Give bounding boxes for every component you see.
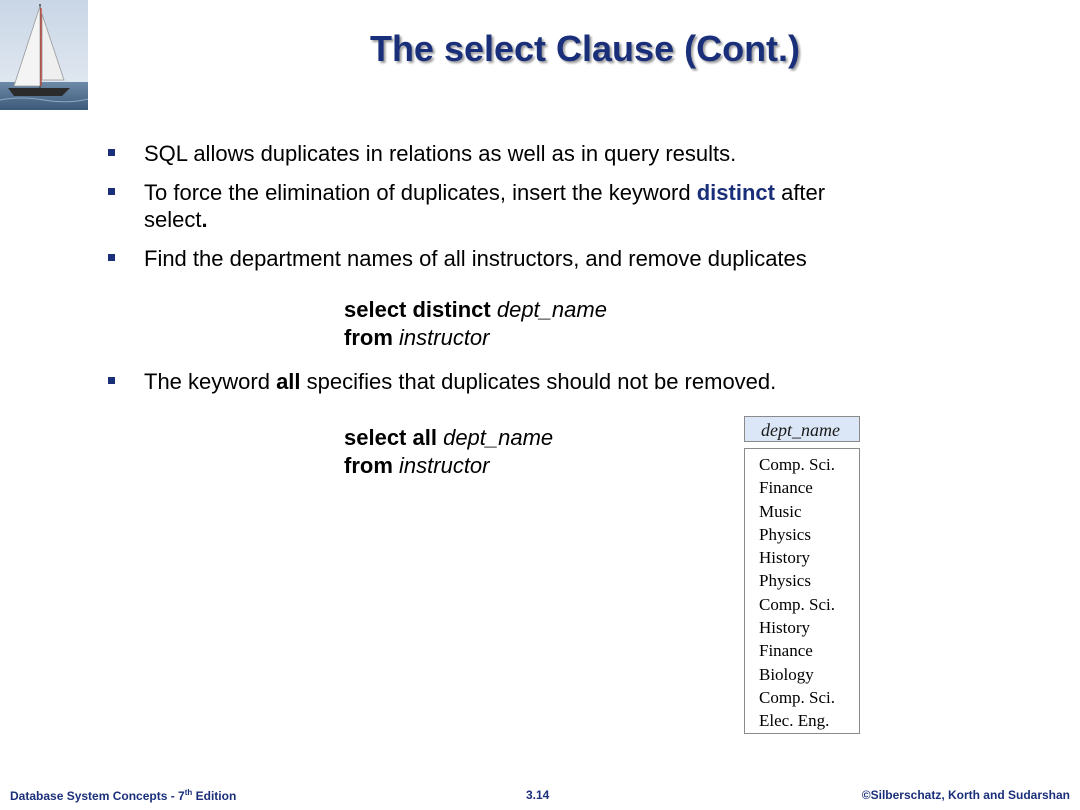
sql-keyword: select distinct	[344, 297, 491, 322]
bullet-list	[108, 368, 988, 395]
query-line	[344, 452, 553, 480]
square-bullet-icon	[108, 377, 115, 384]
relation-row: Physics	[759, 524, 811, 544]
sql-attribute: dept_name	[443, 425, 554, 450]
footer-copyright: ©Silberschatz, Korth and Sudarshan	[861, 788, 1070, 802]
relation-row: History	[759, 618, 810, 638]
bullet-text: The keyword	[144, 369, 277, 394]
sql-attribute: dept_name	[496, 297, 607, 322]
sql-keyword: select all	[344, 425, 437, 450]
bullet-text: SQL allows duplicates in relations as well as in query results.	[144, 141, 737, 166]
query-line	[344, 424, 553, 452]
bullet-text: specifies that duplicates should not be removed.	[300, 369, 777, 394]
sailboat-logo-icon	[0, 0, 88, 110]
relation-header: dept_name	[744, 416, 860, 442]
keyword-distinct: distinct	[696, 180, 775, 205]
square-bullet-icon	[108, 254, 115, 261]
relation-row: Comp. Sci.	[759, 455, 836, 474]
bullet-item	[108, 368, 988, 395]
bullet-text: To force the elimination of duplicates, insert the keyword	[144, 180, 697, 205]
bullet-item	[108, 179, 988, 233]
bullet-list	[108, 140, 988, 272]
query-line	[344, 296, 607, 324]
relation-row: Biology	[759, 664, 814, 684]
bullet-item	[108, 245, 988, 272]
relation-row: Finance	[759, 478, 813, 498]
sql-keyword: from	[344, 325, 393, 350]
bullet-text: after	[774, 180, 826, 205]
footer-slide-number: 3.14	[526, 788, 550, 802]
footer-text: Edition	[192, 789, 237, 803]
sql-keyword: from	[344, 453, 393, 478]
sql-relation: instructor	[399, 453, 490, 478]
query-distinct	[344, 296, 607, 352]
slide-title: The select Clause (Cont.)	[369, 28, 801, 69]
relation-row: Comp. Sci.	[759, 687, 836, 707]
relation-row: Elec. Eng.	[759, 711, 830, 731]
sql-relation: instructor	[399, 325, 490, 350]
footer-book-title	[10, 788, 236, 803]
relation-row: Physics	[759, 571, 811, 591]
keyword-all: all	[276, 369, 301, 394]
relation-row: Finance	[759, 641, 813, 661]
query-all	[344, 424, 553, 480]
bullet-text: Find the department names of all instructors, and remove duplicates	[144, 246, 807, 271]
relation-body	[744, 448, 860, 734]
square-bullet-icon	[108, 188, 115, 195]
relation-row: Music	[759, 501, 802, 521]
footer-text: Database System Concepts - 7	[10, 789, 185, 803]
relation-row: History	[759, 548, 810, 568]
bullet-text: select	[144, 207, 202, 232]
relation-row: Comp. Sci.	[759, 594, 836, 614]
bullet-item	[108, 140, 988, 167]
query-line	[344, 324, 607, 352]
bullet-text: .	[201, 207, 208, 232]
square-bullet-icon	[108, 149, 115, 156]
footer-sup: th	[184, 788, 193, 797]
